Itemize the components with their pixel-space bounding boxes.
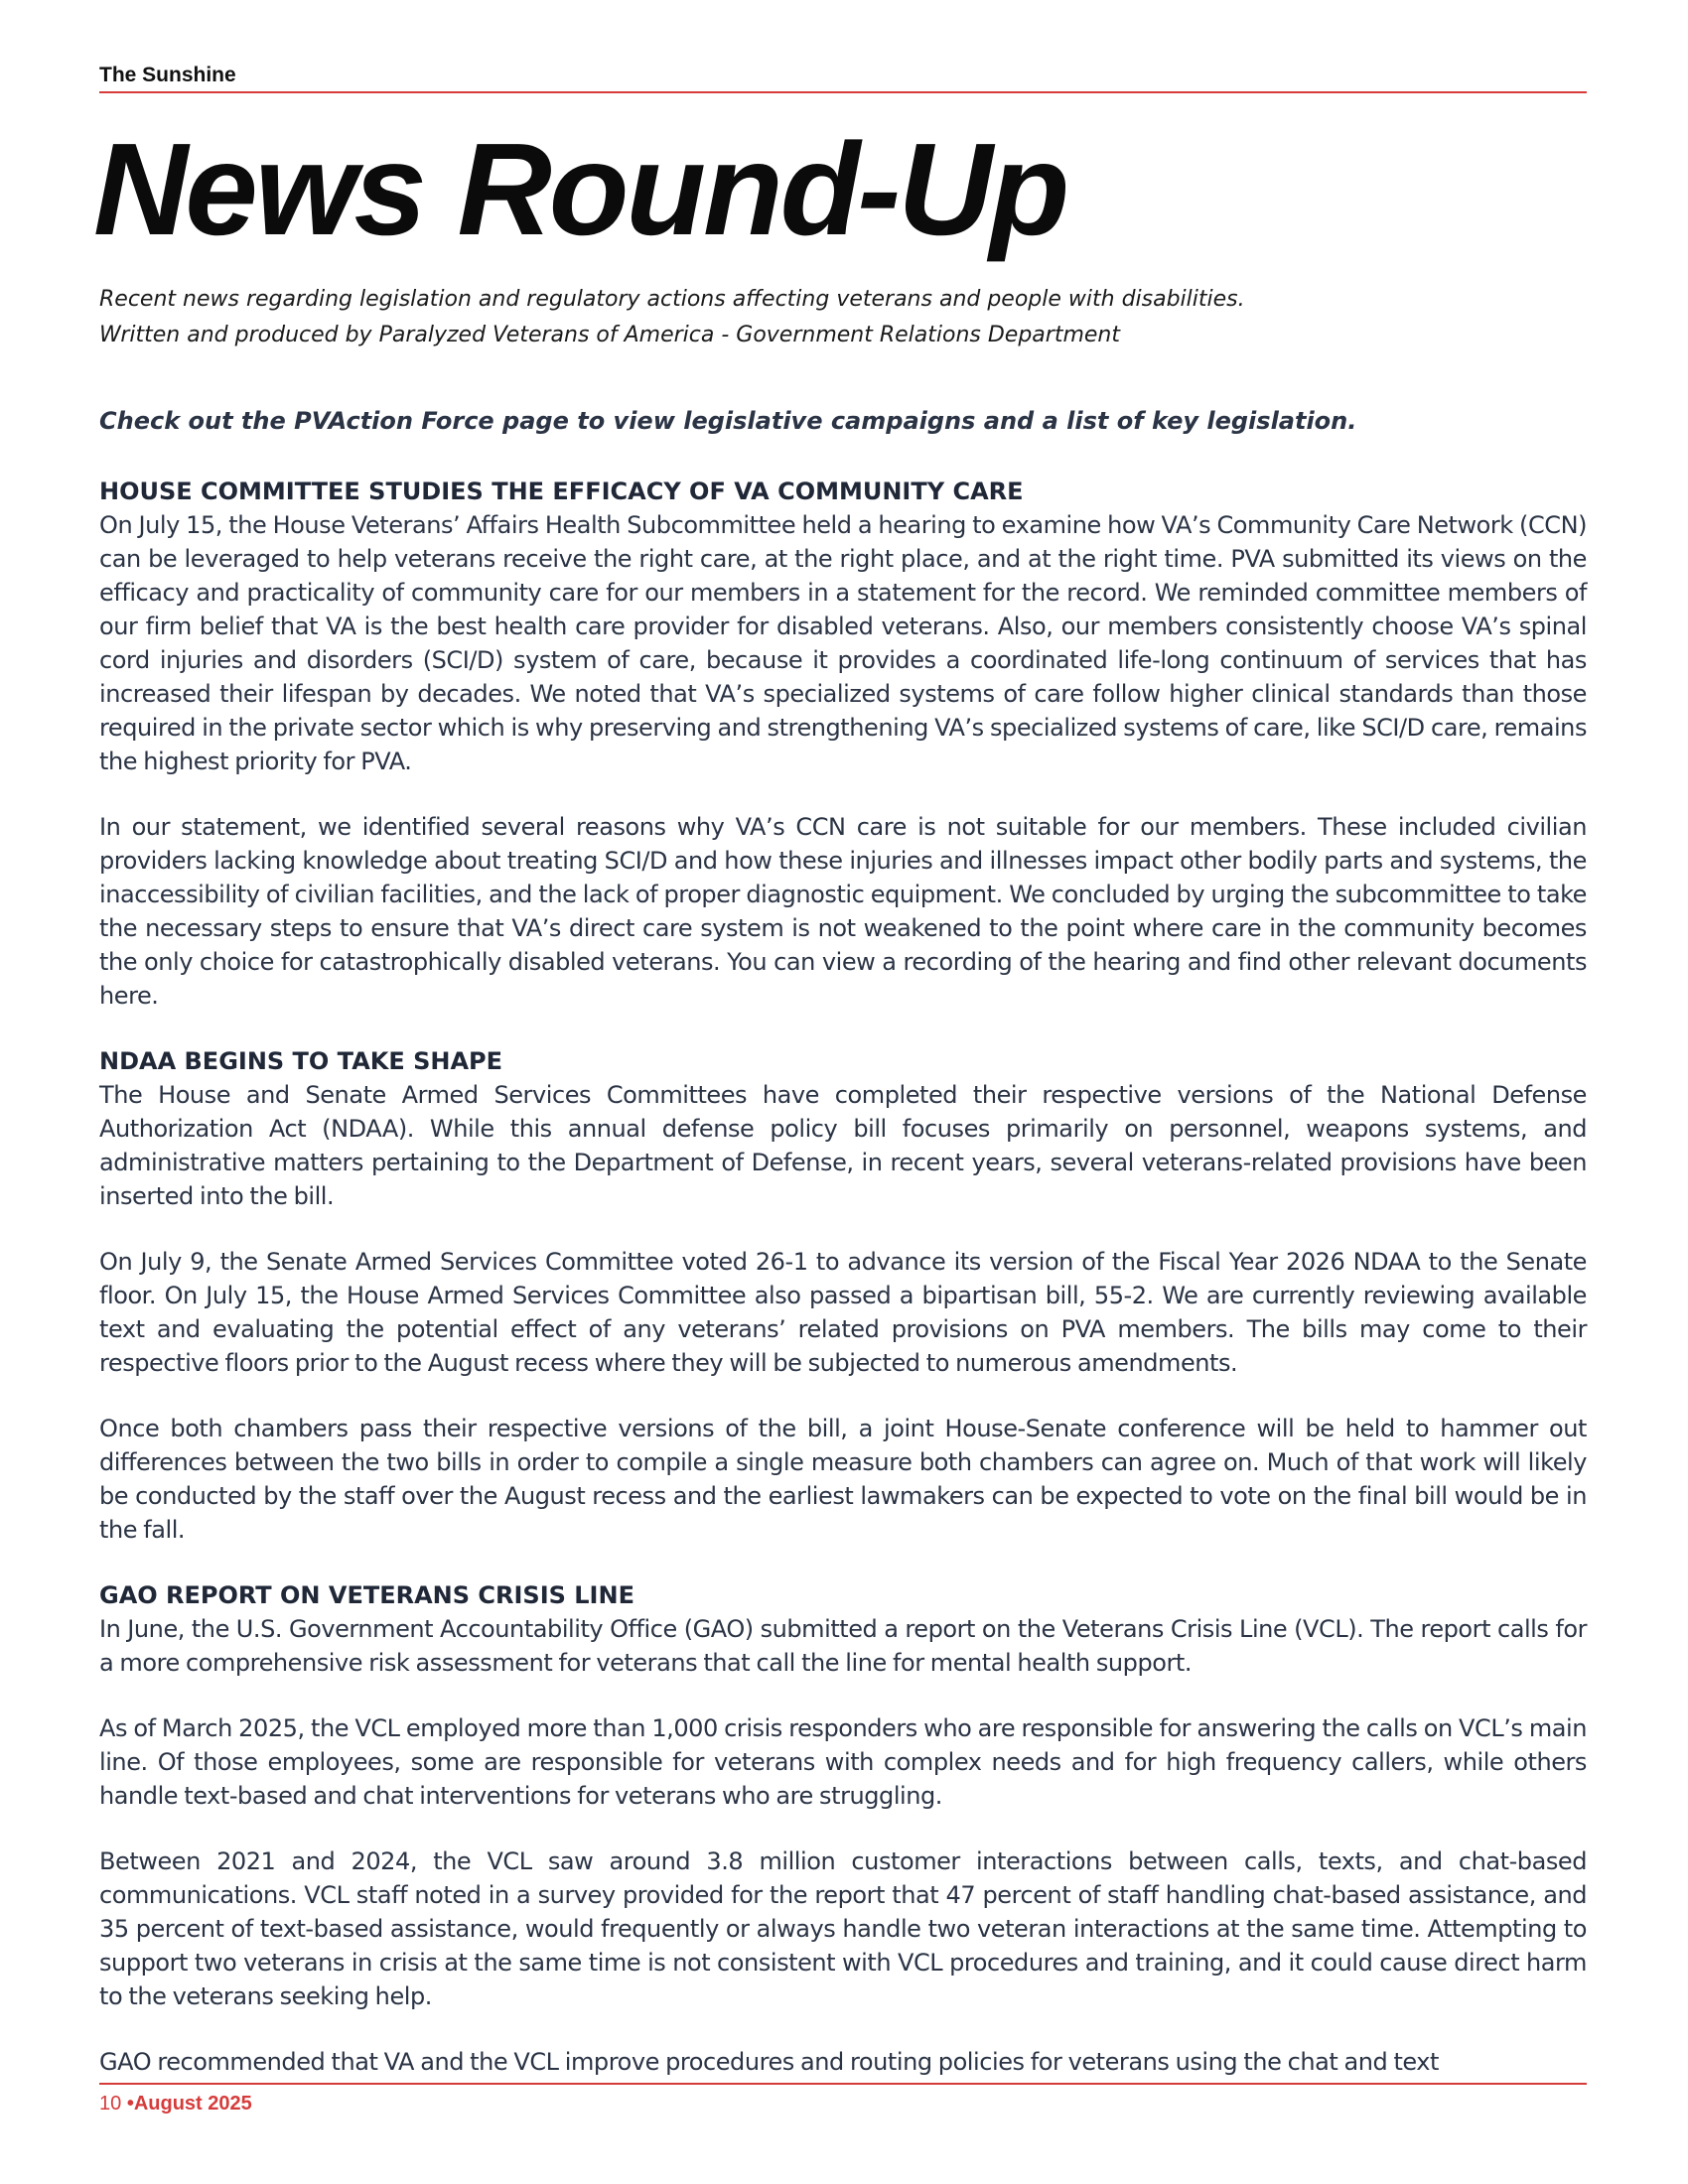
subtitle-description: Recent news regarding legislation and regulatory actions affecting veterans and people with disabilities. xyxy=(99,287,1245,312)
issue-date: •August 2025 xyxy=(126,2093,252,2115)
section-heading-ndaa: NDAA BEGINS TO TAKE SHAPE xyxy=(99,1047,503,1075)
page xyxy=(93,0,1587,2184)
paragraph: The House and Senate Armed Services Committees have completed their respective versions of the National Defense Authorization Act (NDAA). While this annual defense policy bill focuses primarily on personnel, weapons systems, and administrative matters pertaining to the Department of Defense, in recent years, several veterans-related provisions have been inserted into the bill. xyxy=(99,1081,1587,1210)
section-heading-gao-report: GAO REPORT ON VETERANS CRISIS LINE xyxy=(99,1581,634,1609)
publication-name: The Sunshine xyxy=(99,64,1587,93)
page-title: News Round-Up xyxy=(93,116,1067,262)
page-number: 10 xyxy=(99,2093,122,2115)
section-heading-community-care: HOUSE COMMITTEE STUDIES THE EFFICACY OF VA COMMUNITY CARE xyxy=(99,478,1024,505)
paragraph: Between 2021 and 2024, the VCL saw around 3.8 million customer interactions between calls, texts, and chat-based communications. VCL staff noted in a survey provided for the report that 47 percent of staff handling chat-based assistance, and 35 percent of text-based assistance, would frequently or always handle two veteran interactions at the same time. Attempting to support two veterans in crisis at the same time is not consistent with VCL procedures and training, and it could cause direct harm to the veterans seeking help. xyxy=(99,1847,1587,2010)
footer-divider xyxy=(99,2083,1587,2085)
article-body xyxy=(99,475,1587,2079)
page-footer xyxy=(99,2093,252,2116)
paragraph: GAO recommended that VA and the VCL improve procedures and routing policies for veterans using the chat and text xyxy=(99,2048,1440,2076)
paragraph: On July 15, the House Veterans’ Affairs Health Subcommittee held a hearing to examine how VA’s Community Care Network (CCN) can be leveraged to help veterans receive the right care, at the right place, and at the right time. PVA submitted its views on the efficacy and practicality of community care for our members in a statement for the record. We reminded committee members of our firm belief that VA is the best health care provider for disabled veterans. Also, our members consistently choose VA’s spinal cord injuries and disorders (SCI/D) system of care, because it provides a coordinated life-long continuum of services that has increased their lifespan by decades. We noted that VA’s specialized systems of care follow higher clinical standards than those required in the private sector which is why preserving and strengthening VA’s specialized systems of care, like SCI/D care, remains the highest priority for PVA. xyxy=(99,511,1587,775)
paragraph: In our statement, we identified several reasons why VA’s CCN care is not suitable for our members. These included civilian providers lacking knowledge about treating SCI/D and how these injuries and illnesses impact other bodily parts and systems, the inaccessibility of civilian facilities, and the lack of proper diagnostic equipment. We concluded by urging the subcommittee to take the necessary steps to ensure that VA’s direct care system is not weakened to the point where care in the community becomes the only choice for catastrophically disabled veterans. You can view a recording of the hearing and find other relevant documents here. xyxy=(99,813,1587,1010)
pvaction-force-callout: Check out the PVAction Force page to view legislative campaigns and a list of key legislation. xyxy=(99,407,1357,435)
paragraph: Once both chambers pass their respective versions of the bill, a joint House-Senate conference will be held to hammer out differences between the two bills in order to compile a single measure both chambers can agree on. Much of that work will likely be conducted by the staff over the August recess and the earliest lawmakers can be expected to vote on the final bill would be in the fall. xyxy=(99,1415,1587,1544)
paragraph: In June, the U.S. Government Accountability Office (GAO) submitted a report on the Veterans Crisis Line (VCL). The report calls for a more comprehensive risk assessment for veterans that call the line for mental health support. xyxy=(99,1615,1587,1677)
paragraph: On July 9, the Senate Armed Services Committee voted 26-1 to advance its version of the Fiscal Year 2026 NDAA to the Senate floor. On July 15, the House Armed Services Committee also passed a bipartisan bill, 55-2. We are currently reviewing available text and evaluating the potential effect of any veterans’ related provisions on PVA members. The bills may come to their respective floors prior to the August recess where they will be subjected to numerous amendments. xyxy=(99,1248,1587,1377)
subtitle-credit: Written and produced by Paralyzed Veterans of America - Government Relations Department xyxy=(99,323,1120,347)
paragraph: As of March 2025, the VCL employed more than 1,000 crisis responders who are responsible for answering the calls on VCL’s main line. Of those employees, some are responsible for veterans with complex needs and for high frequency callers, while others handle text-based and chat interventions for veterans who are struggling. xyxy=(99,1714,1587,1810)
